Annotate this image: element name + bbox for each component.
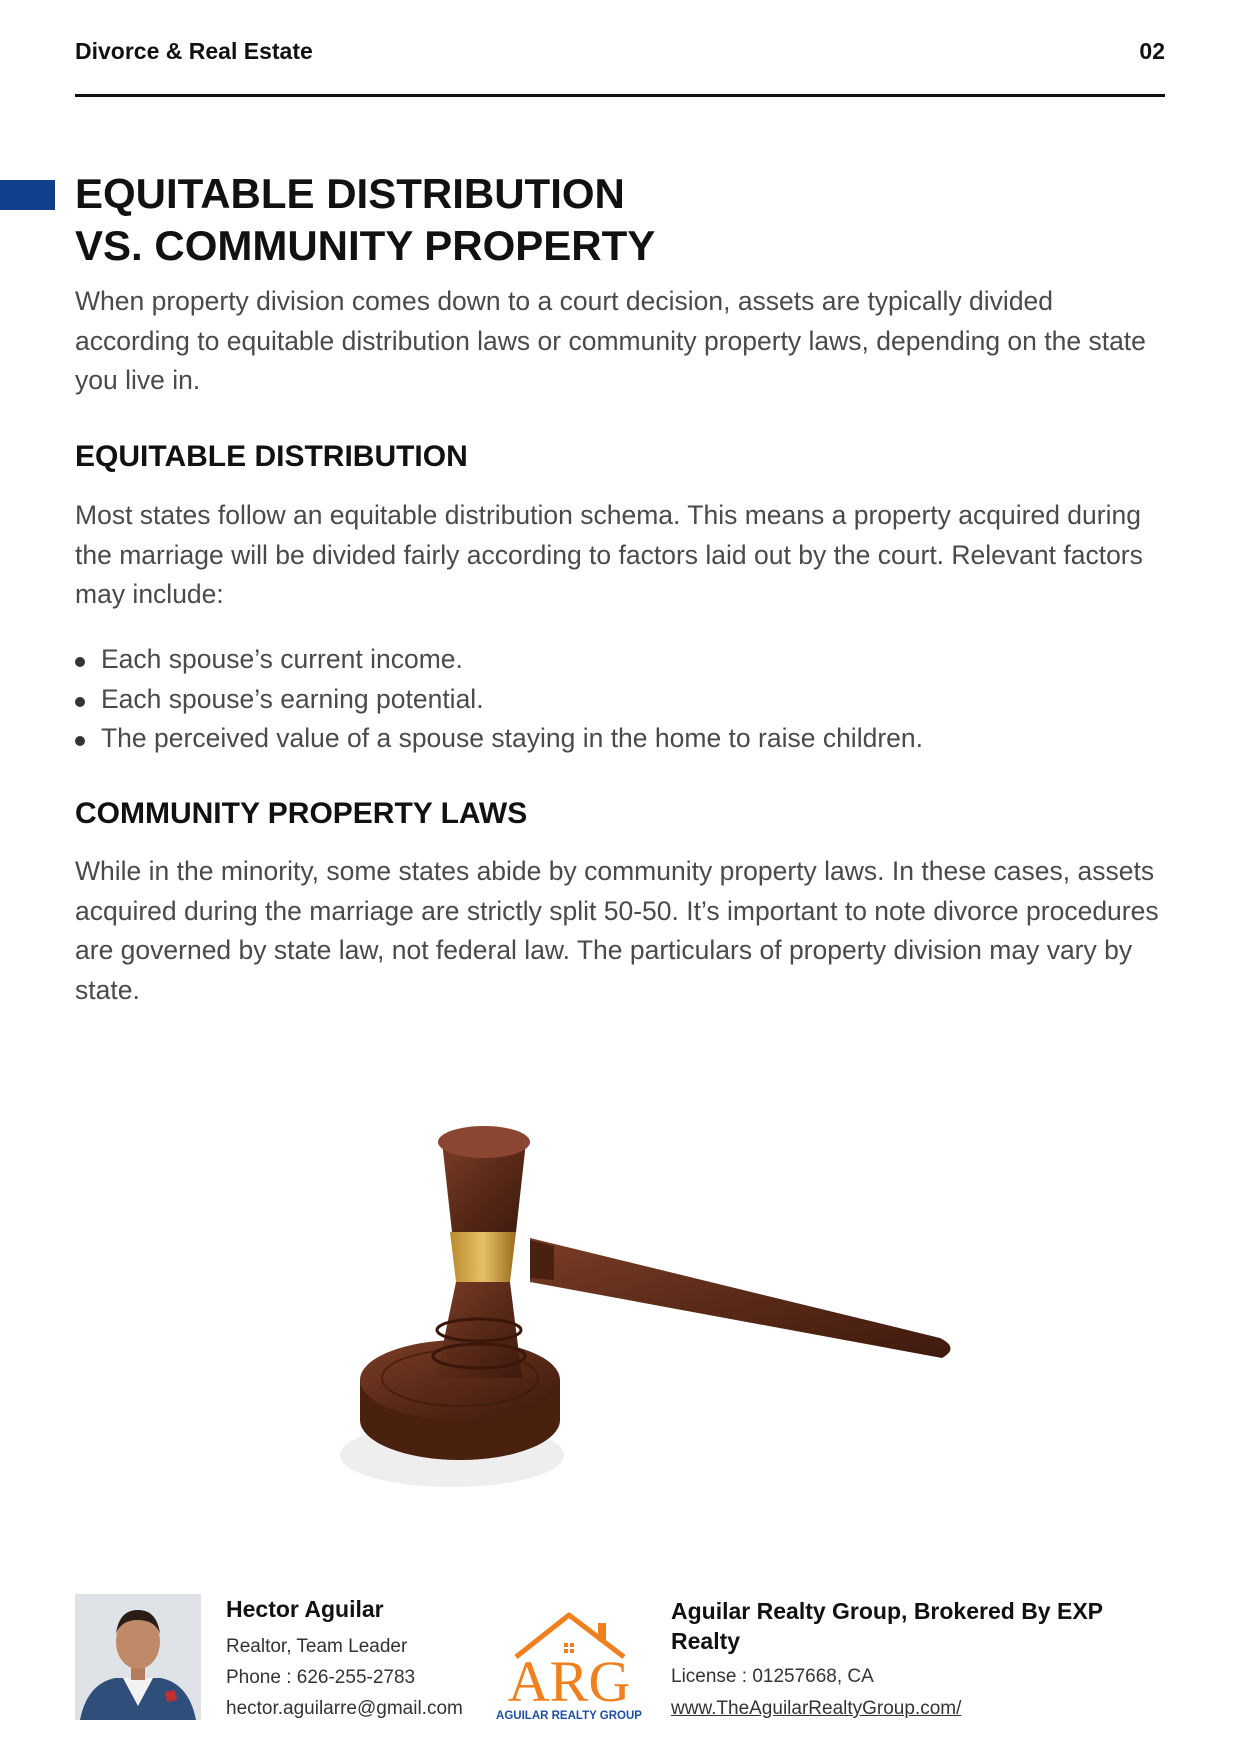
section-heading-equitable: EQUITABLE DISTRIBUTION xyxy=(75,440,468,473)
community-paragraph: While in the minority, some states abide by community property laws. In these cases, assets acquired during the marriage are strictly split 50-50. It’s important to note divorce procedures are governed by state law, not federal law. The particulars of property division may vary by state. xyxy=(75,856,1159,1005)
list-item: Each spouse’s current income. xyxy=(75,640,923,680)
page-title-line-1: EQUITABLE DISTRIBUTION xyxy=(75,170,625,217)
license-number: License : 01257668, CA xyxy=(671,1666,874,1687)
agent-photo xyxy=(75,1594,201,1720)
company-name: Aguilar Realty Group, Brokered By EXP Realty xyxy=(671,1598,1103,1654)
document-title: Divorce & Real Estate xyxy=(75,38,313,64)
page-title-line-2: VS. COMMUNITY PROPERTY xyxy=(75,222,656,269)
page-header xyxy=(75,36,1165,97)
page-number: 02 xyxy=(1139,38,1165,64)
factor-list xyxy=(75,640,923,759)
agent-phone: Phone : 626-255-2783 xyxy=(226,1667,416,1688)
list-item: The perceived value of a spouse staying in the home to raise children. xyxy=(75,719,923,759)
logo-text: AGUILAR REALTY GROUP xyxy=(496,1710,642,1722)
page-title xyxy=(75,168,655,272)
list-item: Each spouse’s earning potential. xyxy=(75,680,923,720)
accent-bar xyxy=(0,180,55,210)
logo-letters: ARG xyxy=(507,1649,631,1714)
gavel-image xyxy=(330,1120,970,1500)
company-logo xyxy=(494,1605,644,1723)
agent-name: Hector Aguilar xyxy=(226,1596,384,1622)
website-link[interactable]: www.TheAguilarRealtyGroup.com/ xyxy=(671,1698,962,1719)
intro-paragraph: When property division comes down to a court decision, assets are typically divided according to equitable distribution laws or community property laws, depending on the state you live in. xyxy=(75,286,1146,395)
agent-email: hector.aguilarre@gmail.com xyxy=(226,1698,463,1719)
section-heading-community: COMMUNITY PROPERTY LAWS xyxy=(75,797,528,830)
agent-role: Realtor, Team Leader xyxy=(226,1636,408,1657)
equitable-paragraph: Most states follow an equitable distribution schema. This means a property acquired during the marriage will be divided fairly according to factors laid out by the court. Relevant factors may include: xyxy=(75,500,1143,609)
